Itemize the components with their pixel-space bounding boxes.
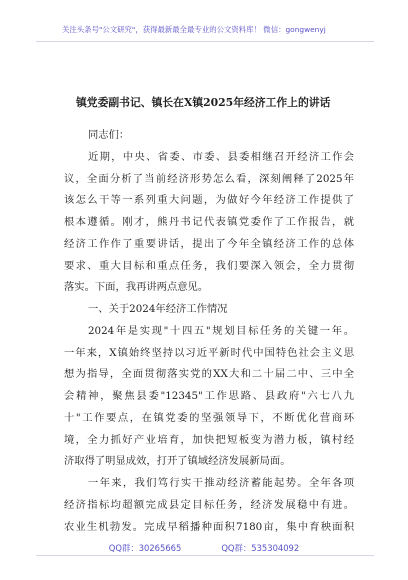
paragraph-line: 一年来，X镇始终坚持以习近平新时代中国特色社会主义思 bbox=[64, 346, 354, 359]
paragraph-line: 农业生机勃发。完成早稻播种面积7180亩，集中育秧面积 bbox=[64, 520, 354, 533]
paragraph-line: 一年来，我们笃行实干推动经济蓄能起势。全年各项 bbox=[88, 477, 354, 489]
paragraph-line: 该怎么干等一系列重大问题，为做好今年经济工作提供了 bbox=[64, 194, 354, 207]
paragraph-line: 十"工作要点，在镇党委的坚强领导下，不断优化营商环 bbox=[64, 411, 354, 424]
paragraph-line: 2024年是实现"十四五"规划目标任务的关键一年。 bbox=[88, 324, 354, 337]
header-notice: 关注头条号"公文研究"，获得最新最全最专业的公文资料库！ 微信：gongwenyj bbox=[62, 25, 326, 34]
section-heading: 一、关于2024年经济工作情况 bbox=[88, 303, 228, 315]
paragraph-line: 近期，中央、省委、市委、县委相继召开经济工作会 bbox=[88, 150, 354, 163]
salutation: 同志们： bbox=[88, 129, 130, 141]
footer-contacts bbox=[0, 542, 408, 554]
paragraph-line: 会精神，聚焦县委"12345"工作思路、县政府"六七八九 bbox=[64, 390, 354, 402]
footer-qq-group-2: QQ群：535304092 bbox=[221, 543, 300, 553]
document-body bbox=[64, 125, 354, 538]
paragraph-line: 要求、重大目标和重点任务，我们要深入领会，全力贯彻 bbox=[64, 259, 354, 272]
document-title: 镇党委副书记、镇长在X镇2025年经济工作上的讲话 bbox=[76, 96, 331, 109]
footer-divider bbox=[36, 555, 374, 556]
paragraph-line: 议，全面分析了当前经济形势怎么看，深刻阐释了2025年 bbox=[64, 172, 354, 185]
header-divider bbox=[36, 41, 374, 42]
paragraph-line: 济取得了明显成效，打开了镇域经济发展新局面。 bbox=[64, 455, 291, 468]
paragraph-line: 根本遵循。刚才，熊丹书记代表镇党委作了工作报告，就 bbox=[64, 216, 354, 228]
paragraph-line: 境，全力抓好产业培育，加快把短板变为潜力板，镇村经 bbox=[64, 433, 354, 446]
paragraph-line: 想为指导，全面贯彻落实党的XX大和二十届二中、三中全 bbox=[64, 368, 354, 381]
paragraph-line: 经济工作作了重要讲话，提出了今年全镇经济工作的总体 bbox=[64, 237, 354, 250]
paragraph-line: 经济指标均超额完成县定目标任务，经济发展稳中有进。 bbox=[64, 498, 354, 511]
footer-qq-group-1: QQ群：30265665 bbox=[108, 543, 182, 553]
paragraph-line: 落实。下面，我再讲两点意见。 bbox=[64, 281, 209, 294]
